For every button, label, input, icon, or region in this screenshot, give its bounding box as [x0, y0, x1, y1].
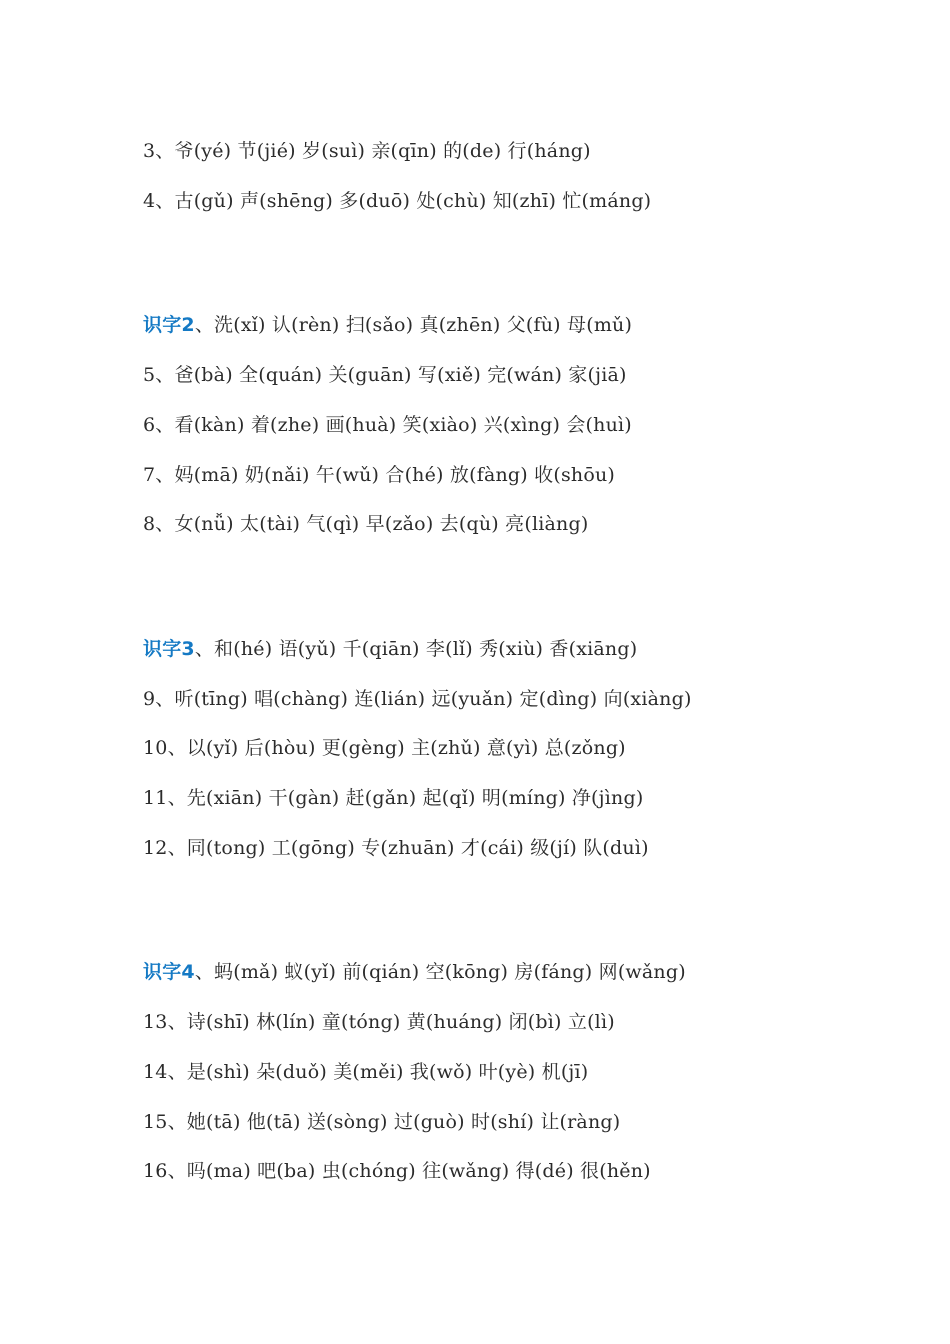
vocab-line-14	[143, 1059, 588, 1085]
line-text: 5、爸(bà) 全(quán) 关(guān) 写(xiě) 完(wán) 家(jiā)	[143, 364, 627, 386]
line-text: 3、爷(yé) 节(jié) 岁(suì) 亲(qīn) 的(de) 行(háng)	[143, 140, 591, 162]
line-text: 、蚂(mǎ) 蚁(yǐ) 前(qián) 空(kōng) 房(fáng) 网(wǎng)	[194, 961, 686, 983]
line-text: 7、妈(mā) 奶(nǎi) 午(wǔ) 合(hé) 放(fàng) 收(shōu)	[143, 464, 616, 486]
line-text: 10、以(yǐ) 后(hòu) 更(gèng) 主(zhǔ) 意(yì) 总(zǒng)	[143, 737, 626, 759]
line-text: 、洗(xǐ) 认(rèn) 扫(sǎo) 真(zhēn) 父(fù) 母(mǔ)	[194, 314, 633, 336]
vocab-line-10	[143, 735, 626, 761]
vocab-line-8	[143, 511, 588, 537]
vocab-line-15	[143, 1109, 620, 1135]
line-text: 6、看(kàn) 着(zhe) 画(huà) 笑(xiào) 兴(xìng) 会(huì)	[143, 414, 632, 436]
line-text: 11、先(xiān) 干(gàn) 赶(gǎn) 起(qǐ) 明(míng) 净(jìng)	[143, 787, 644, 809]
section-heading-3	[143, 636, 637, 662]
line-text: 12、同(tong) 工(gōng) 专(zhuān) 才(cái) 级(jí) 队(duì)	[143, 837, 649, 859]
vocab-line-13	[143, 1009, 615, 1035]
section-heading-4	[143, 959, 686, 985]
line-text: 、和(hé) 语(yǔ) 千(qiān) 李(lǐ) 秀(xiù) 香(xiāng)	[194, 638, 638, 660]
vocab-line-12	[143, 835, 649, 861]
line-text: 16、吗(ma) 吧(ba) 虫(chóng) 往(wǎng) 得(dé) 很(hěn)	[143, 1160, 651, 1182]
line-text: 15、她(tā) 他(tā) 送(sòng) 过(guò) 时(shí) 让(ràng)	[143, 1111, 621, 1133]
line-text: 13、诗(shī) 林(lín) 童(tóng) 黄(huáng) 闭(bì) 立(lì)	[143, 1011, 615, 1033]
vocab-line-11	[143, 785, 643, 811]
vocab-line-5	[143, 362, 627, 388]
vocab-line-4	[143, 188, 651, 214]
vocab-line-7	[143, 462, 615, 488]
line-text: 4、古(gǔ) 声(shēng) 多(duō) 处(chù) 知(zhī) 忙(máng)	[143, 190, 652, 212]
section-label: 识字4	[143, 961, 195, 983]
section-label: 识字2	[143, 314, 195, 336]
vocab-line-6	[143, 412, 632, 438]
vocab-line-16	[143, 1158, 651, 1184]
section-label: 识字3	[143, 638, 195, 660]
line-text: 9、听(tīng) 唱(chàng) 连(lián) 远(yuǎn) 定(dìng) 向(xiàng)	[143, 688, 692, 710]
line-text: 8、女(nǚ) 太(tài) 气(qì) 早(zǎo) 去(qù) 亮(liàng)	[143, 513, 589, 535]
line-text: 14、是(shì) 朵(duǒ) 美(měi) 我(wǒ) 叶(yè) 机(jī)	[143, 1061, 589, 1083]
vocab-line-3	[143, 138, 591, 164]
section-heading-2	[143, 312, 632, 338]
vocab-line-9	[143, 686, 692, 712]
